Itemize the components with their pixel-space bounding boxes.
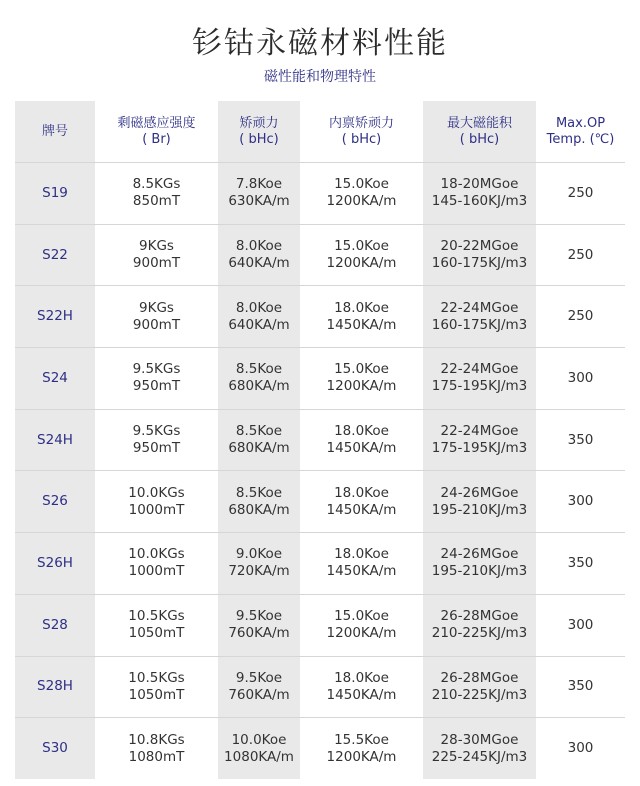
cell-grade: S26 xyxy=(15,471,95,533)
cell-coercivity: 8.5Koe 680KA/m xyxy=(218,471,300,533)
cell-remanence: 10.5KGs 1050mT xyxy=(95,656,218,718)
cell-max-energy-product: 24-26MGoe 195-210KJ/m3 xyxy=(423,471,536,533)
page-subtitle: 磁性能和物理特性 xyxy=(264,69,376,85)
cell-grade: S24 xyxy=(15,348,95,410)
cell-grade: S19 xyxy=(15,163,95,225)
cell-coercivity: 10.0Koe 1080KA/m xyxy=(218,718,300,779)
cell-coercivity: 7.8Koe 630KA/m xyxy=(218,163,300,225)
cell-max-op-temp: 250 xyxy=(536,163,625,225)
cell-max-energy-product: 22-24MGoe 175-195KJ/m3 xyxy=(423,409,536,471)
cell-max-energy-product: 28-30MGoe 225-245KJ/m3 xyxy=(423,718,536,779)
cell-grade: S22 xyxy=(15,224,95,286)
cell-max-op-temp: 300 xyxy=(536,348,625,410)
cell-max-op-temp: 300 xyxy=(536,594,625,656)
cell-remanence: 10.8KGs 1080mT xyxy=(95,718,218,779)
table-row xyxy=(15,163,625,225)
cell-coercivity: 9.5Koe 760KA/m xyxy=(218,656,300,718)
cell-coercivity: 8.5Koe 680KA/m xyxy=(218,348,300,410)
header-max-op-temp: Max.OP Temp. (℃) xyxy=(536,101,625,163)
cell-coercivity: 8.5Koe 680KA/m xyxy=(218,409,300,471)
cell-max-op-temp: 350 xyxy=(536,533,625,595)
table-row xyxy=(15,409,625,471)
cell-grade: S28 xyxy=(15,594,95,656)
page-title: 钐钴永磁材料性能 xyxy=(192,26,448,61)
cell-grade: S22H xyxy=(15,286,95,348)
cell-max-op-temp: 350 xyxy=(536,409,625,471)
cell-coercivity: 9.5Koe 760KA/m xyxy=(218,594,300,656)
cell-grade: S24H xyxy=(15,409,95,471)
cell-remanence: 9.5KGs 950mT xyxy=(95,348,218,410)
cell-remanence: 9.5KGs 950mT xyxy=(95,409,218,471)
cell-coercivity: 8.0Koe 640KA/m xyxy=(218,224,300,286)
cell-remanence: 9KGs 900mT xyxy=(95,224,218,286)
cell-remanence: 10.5KGs 1050mT xyxy=(95,594,218,656)
cell-max-energy-product: 24-26MGoe 195-210KJ/m3 xyxy=(423,533,536,595)
cell-intrinsic-coercivity: 15.5Koe 1200KA/m xyxy=(300,718,423,779)
table-header-row xyxy=(15,101,625,163)
cell-intrinsic-coercivity: 18.0Koe 1450KA/m xyxy=(300,656,423,718)
cell-max-energy-product: 26-28MGoe 210-225KJ/m3 xyxy=(423,594,536,656)
cell-coercivity: 8.0Koe 640KA/m xyxy=(218,286,300,348)
header-coercivity: 矫顽力 ( bHc) xyxy=(218,101,300,163)
header-intrinsic-coercivity: 内禀矫顽力 ( bHc) xyxy=(300,101,423,163)
cell-remanence: 10.0KGs 1000mT xyxy=(95,471,218,533)
cell-max-energy-product: 22-24MGoe 160-175KJ/m3 xyxy=(423,286,536,348)
table-row xyxy=(15,224,625,286)
header-max-energy-product: 最大磁能积 ( bHc) xyxy=(423,101,536,163)
cell-intrinsic-coercivity: 15.0Koe 1200KA/m xyxy=(300,163,423,225)
cell-max-op-temp: 250 xyxy=(536,286,625,348)
cell-intrinsic-coercivity: 18.0Koe 1450KA/m xyxy=(300,409,423,471)
table-row xyxy=(15,656,625,718)
cell-max-op-temp: 350 xyxy=(536,656,625,718)
cell-max-energy-product: 22-24MGoe 175-195KJ/m3 xyxy=(423,348,536,410)
cell-intrinsic-coercivity: 18.0Koe 1450KA/m xyxy=(300,286,423,348)
cell-intrinsic-coercivity: 15.0Koe 1200KA/m xyxy=(300,224,423,286)
cell-max-op-temp: 300 xyxy=(536,718,625,779)
cell-remanence: 9KGs 900mT xyxy=(95,286,218,348)
cell-grade: S28H xyxy=(15,656,95,718)
table-row xyxy=(15,286,625,348)
cell-max-op-temp: 300 xyxy=(536,471,625,533)
cell-remanence: 8.5KGs 850mT xyxy=(95,163,218,225)
cell-max-energy-product: 20-22MGoe 160-175KJ/m3 xyxy=(423,224,536,286)
cell-remanence: 10.0KGs 1000mT xyxy=(95,533,218,595)
properties-table xyxy=(15,101,625,779)
cell-intrinsic-coercivity: 15.0Koe 1200KA/m xyxy=(300,348,423,410)
header-grade: 牌号 xyxy=(15,101,95,163)
header-remanence: 剩磁感应强度 ( Br) xyxy=(95,101,218,163)
cell-grade: S26H xyxy=(15,533,95,595)
cell-grade: S30 xyxy=(15,718,95,779)
cell-intrinsic-coercivity: 18.0Koe 1450KA/m xyxy=(300,533,423,595)
cell-intrinsic-coercivity: 15.0Koe 1200KA/m xyxy=(300,594,423,656)
cell-max-energy-product: 26-28MGoe 210-225KJ/m3 xyxy=(423,656,536,718)
cell-max-energy-product: 18-20MGoe 145-160KJ/m3 xyxy=(423,163,536,225)
table-row xyxy=(15,533,625,595)
cell-max-op-temp: 250 xyxy=(536,224,625,286)
table-row xyxy=(15,594,625,656)
table-row xyxy=(15,348,625,410)
cell-coercivity: 9.0Koe 720KA/m xyxy=(218,533,300,595)
cell-intrinsic-coercivity: 18.0Koe 1450KA/m xyxy=(300,471,423,533)
table-row xyxy=(15,718,625,779)
table-row xyxy=(15,471,625,533)
